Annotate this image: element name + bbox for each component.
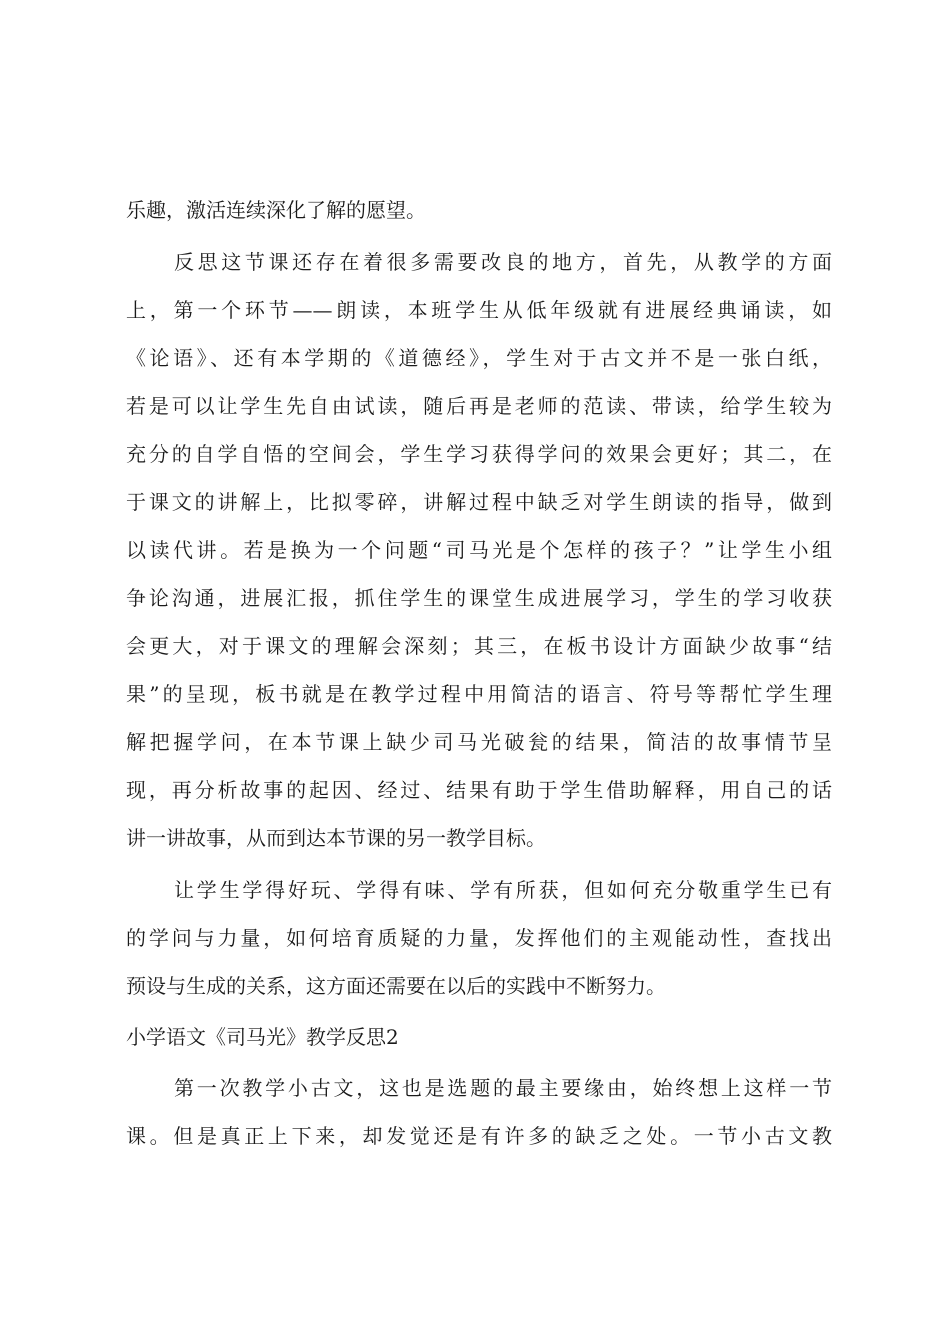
paragraph-2-line-8: 争论沟通，进展汇报，抓住学生的课堂生成进展学习，学生的学习收获 xyxy=(126,586,832,610)
paragraph-2-line-11: 解把握学问，在本节课上缺少司马光破瓮的结果，简洁的故事情节呈 xyxy=(126,730,832,754)
paragraph-4 xyxy=(126,1064,832,1160)
paragraph-2-line-4: 若是可以让学生先自由试读，随后再是老师的范读、带读，给学生较为 xyxy=(126,394,832,418)
paragraph-2 xyxy=(126,238,832,862)
paragraph-2-line-3: 《论语》、还有本学期的《道德经》，学生对于古文并不是一张白纸， xyxy=(126,346,832,370)
paragraph-2-line-7: 以读代讲。若是换为一个问题“司马光是个怎样的孩子？”让学生小组 xyxy=(126,538,832,562)
paragraph-3-line-1: 让学生学得好玩、学得有味、学有所获，但如何充分敬重学生已有 xyxy=(174,878,832,902)
paragraph-2-line-9: 会更大，对于课文的理解会深刻；其三，在板书设计方面缺少故事“结 xyxy=(126,634,832,658)
paragraph-2-line-6: 于课文的讲解上，比拟零碎，讲解过程中缺乏对学生朗读的指导，做到 xyxy=(126,490,832,514)
document-page xyxy=(126,186,832,1160)
paragraph-3 xyxy=(126,866,832,1010)
paragraph-1-line-1: 乐趣，激活连续深化了解的愿望。 xyxy=(126,198,426,222)
section-heading: 小学语文《司马光》教学反思2 xyxy=(126,1025,399,1049)
paragraph-4-line-1: 第一次教学小古文，这也是选题的最主要缘由，始终想上这样一节 xyxy=(174,1076,832,1100)
paragraph-3-line-2: 的学问与力量，如何培育质疑的力量，发挥他们的主观能动性，查找出 xyxy=(126,926,832,950)
paragraph-2-line-2: 上，第一个环节——朗读，本班学生从低年级就有进展经典诵读，如 xyxy=(126,298,832,322)
paragraph-2-line-5: 充分的自学自悟的空间会，学生学习获得学问的效果会更好；其二，在 xyxy=(126,442,832,466)
paragraph-2-line-12: 现，再分析故事的起因、经过、结果有助于学生借助解释，用自己的话 xyxy=(126,778,832,802)
paragraph-2-line-10: 果”的呈现，板书就是在教学过程中用简洁的语言、符号等帮忙学生理 xyxy=(126,682,832,706)
paragraph-4-line-2: 课。但是真正上下来，却发觉还是有许多的缺乏之处。一节小古文教 xyxy=(126,1124,832,1148)
paragraph-3-line-3: 预设与生成的关系，这方面还需要在以后的实践中不断努力。 xyxy=(126,974,666,998)
paragraph-2-line-13: 讲一讲故事，从而到达本节课的另一教学目标。 xyxy=(126,826,546,850)
paragraph-2-line-1: 反思这节课还存在着很多需要改良的地方，首先，从教学的方面 xyxy=(174,250,832,274)
